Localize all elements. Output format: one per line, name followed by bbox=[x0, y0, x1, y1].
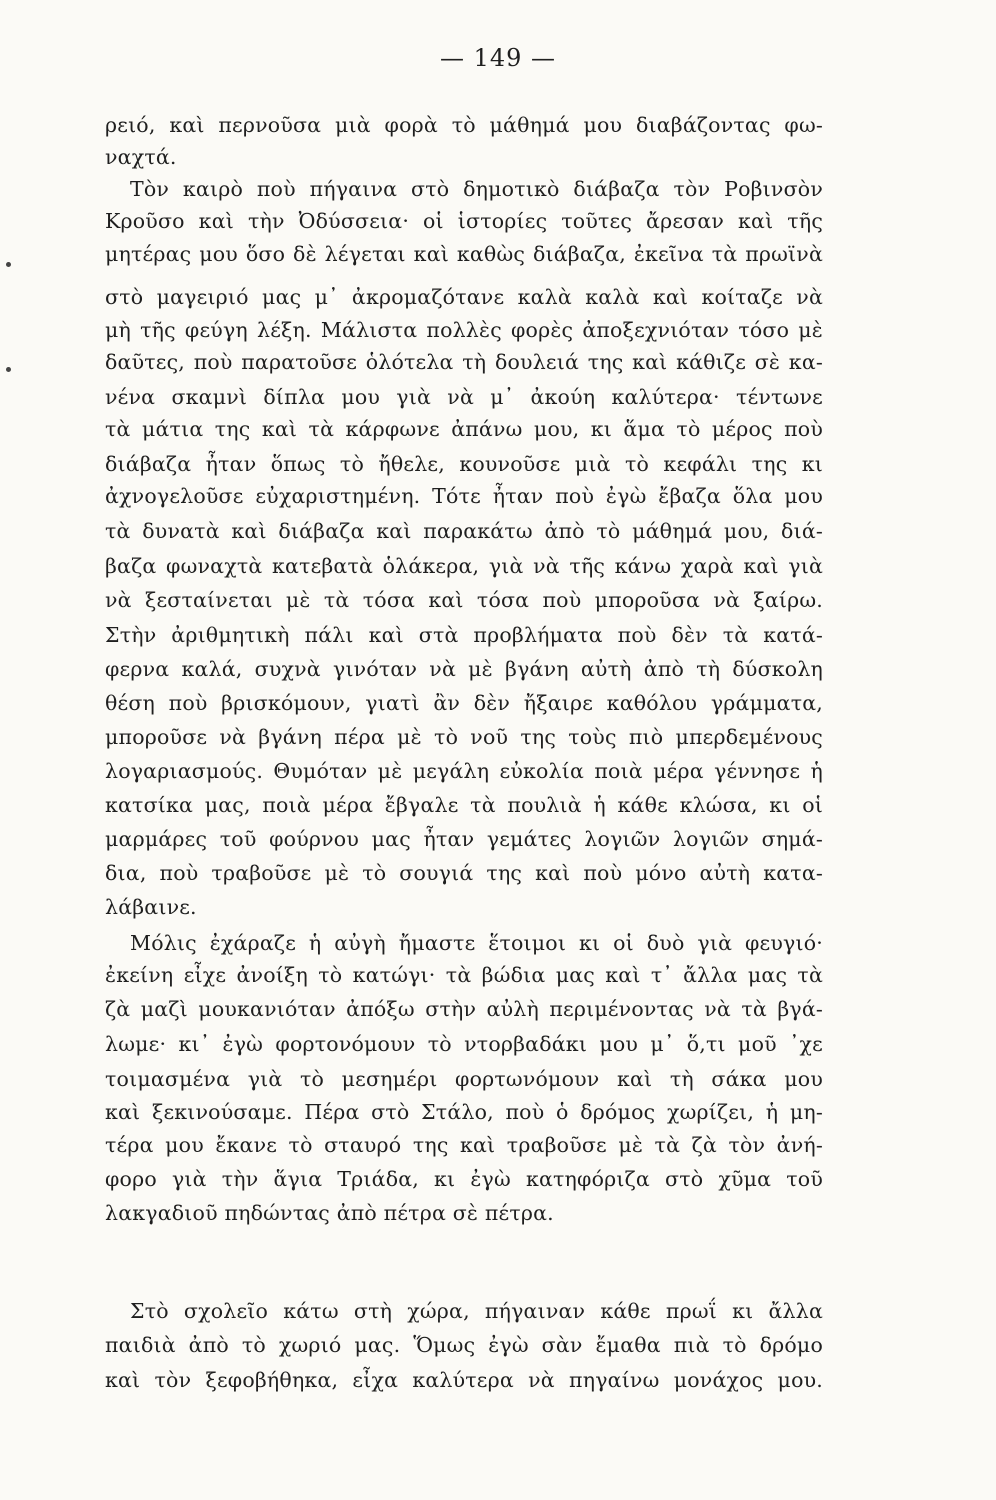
text-line: δια, ποὺ τραβοῦσε μὲ τὸ σουγιά της καὶ ποὺ μόνο αὐτὴ κατα- bbox=[105, 861, 823, 885]
text-line: τὰ μάτια της καὶ τὰ κάρφωνε ἀπάνω μου, κι ἅμα τὸ μέρος ποὺ bbox=[105, 417, 823, 441]
text-line: λακγαδιοῦ πηδώντας ἀπὸ πέτρα σὲ πέτρα. bbox=[105, 1201, 554, 1225]
text-line: ζὰ μαζὶ μουκανιόταν ἀπόξω στὴν αὐλὴ περιμένοντας νὰ τὰ βγά- bbox=[105, 997, 823, 1021]
text-line: καὶ τὸν ξεφοβήθηκα, εἶχα καλύτερα νὰ πηγαίνω μονάχος μου. bbox=[105, 1368, 823, 1392]
text-line: διάβαζα ἦταν ὅπως τὸ ἤθελε, κουνοῦσε μιὰ τὸ κεφάλι της κι bbox=[105, 452, 823, 476]
margin-mark bbox=[6, 367, 11, 372]
text-line: βαζα φωναχτὰ κατεβατὰ ὁλάκερα, γιὰ νὰ τῆς κάνω χαρὰ καὶ γιὰ bbox=[105, 554, 823, 578]
text-line: τέρα μου ἔκανε τὸ σταυρό της καὶ τραβοῦσε μὲ τὰ ζὰ τὸν ἀνή- bbox=[105, 1133, 823, 1157]
text-line: νένα σκαμνὶ δίπλα μου γιὰ νὰ μ᾿ ἀκούη καλύτερα· τέντωνε bbox=[105, 385, 823, 409]
text-line: θέση ποὺ βρισκόμουν, γιατὶ ἂν δὲν ἤξαιρε καθόλου γράμματα, bbox=[105, 691, 823, 715]
text-line: Στὸ σχολεῖο κάτω στὴ χώρα, πήγαιναν κάθε πρωΐ κι ἄλλα bbox=[130, 1299, 823, 1323]
text-line: φερνα καλά, συχνὰ γινόταν νὰ μὲ βγάνη αὐτὴ ἀπὸ τὴ δύσκολη bbox=[105, 657, 823, 681]
text-line: φορο γιὰ τὴν ἅγια Τριάδα, κι ἐγὼ κατηφόριζα στὸ χῦμα τοῦ bbox=[105, 1167, 823, 1191]
text-line: μητέρας μου ὅσο δὲ λέγεται καὶ καθὼς διάβαζα, ἐκεῖνα τὰ πρωϊνὰ bbox=[105, 242, 823, 266]
text-line: τὰ δυνατὰ καὶ διάβαζα καὶ παρακάτω ἀπὸ τὸ μάθημά μου, διά- bbox=[105, 519, 823, 543]
text-line: ρειό, καὶ περνοῦσα μιὰ φορὰ τὸ μάθημά μου διαβάζοντας φω- bbox=[105, 113, 823, 137]
text-line: Μόλις ἐχάραζε ἡ αὐγὴ ἤμαστε ἕτοιμοι κι οἱ δυὸ γιὰ φευγιό· bbox=[130, 931, 823, 955]
text-line: μὴ τῆς φεύγη λέξη. Μάλιστα πολλὲς φορὲς ἀποξεχνιόταν τόσο μὲ bbox=[105, 318, 823, 342]
text-line: Κροῦσο καὶ τὴν Ὀδύσσεια· οἱ ἱστορίες τοῦτες ἄρεσαν καὶ τῆς bbox=[105, 209, 823, 233]
margin-mark bbox=[6, 262, 11, 267]
text-line: λωμε· κι᾿ ἐγὼ φορτονόμουν τὸ ντορβαδάκι μου μ᾿ ὅ,τι μοῦ ᾿χε bbox=[105, 1032, 823, 1056]
text-line: Στὴν ἀριθμητικὴ πάλι καὶ στὰ προβλήματα ποὺ δὲν τὰ κατά- bbox=[105, 623, 823, 647]
text-line: λογαριασμούς. Θυμόταν μὲ μεγάλη εὐκολία ποιὰ μέρα γέννησε ἡ bbox=[105, 759, 823, 783]
page-number: — 149 — bbox=[439, 44, 557, 72]
text-line: ναχτά. bbox=[105, 145, 177, 169]
text-line: μποροῦσε νὰ βγάνη πέρα μὲ τὸ νοῦ της τοὺς πιὸ μπερδεμένους bbox=[105, 725, 823, 749]
text-line: στὸ μαγειριό μας μ᾿ ἀκρομαζότανε καλὰ καλὰ καὶ κοίταζε νὰ bbox=[105, 285, 823, 309]
text-line: καὶ ξεκινούσαμε. Πέρα στὸ Στάλο, ποὺ ὁ δρόμος χωρίζει, ἡ μη- bbox=[105, 1100, 823, 1124]
text-line: ἐκείνη εἶχε ἀνοίξη τὸ κατώγι· τὰ βώδια μας καὶ τ᾿ ἄλλα μας τὰ bbox=[105, 963, 823, 987]
text-line: λάβαινε. bbox=[105, 895, 197, 919]
text-line: κατσίκα μας, ποιὰ μέρα ἔβγαλε τὰ πουλιὰ ἡ κάθε κλώσα, κι οἱ bbox=[105, 793, 823, 817]
text-line: μαρμάρες τοῦ φούρνου μας ἦταν γεμάτες λογιῶν λογιῶν σημά- bbox=[105, 827, 823, 851]
text-line: τοιμασμένα γιὰ τὸ μεσημέρι φορτωνόμουν καὶ τὴ σάκα μου bbox=[105, 1067, 823, 1091]
text-line: Τὸν καιρὸ ποὺ πήγαινα στὸ δημοτικὸ διάβαζα τὸν Ροβινσὸν bbox=[130, 177, 823, 201]
text-line: νὰ ξεσταίνεται μὲ τὰ τόσα καὶ τόσα ποὺ μποροῦσα νὰ ξαίρω. bbox=[105, 588, 823, 612]
text-line: παιδιὰ ἀπὸ τὸ χωριό μας. Ὅμως ἐγὼ σὰν ἔμαθα πιὰ τὸ δρόμο bbox=[105, 1333, 823, 1357]
text-line: ἀχνογελοῦσε εὐχαριστημένη. Τότε ἦταν ποὺ ἐγὼ ἔβαζα ὅλα μου bbox=[105, 484, 823, 508]
text-line: δαῦτες, ποὺ παρατοῦσε ὁλότελα τὴ δουλειά της καὶ κάθιζε σὲ κα- bbox=[105, 350, 823, 374]
